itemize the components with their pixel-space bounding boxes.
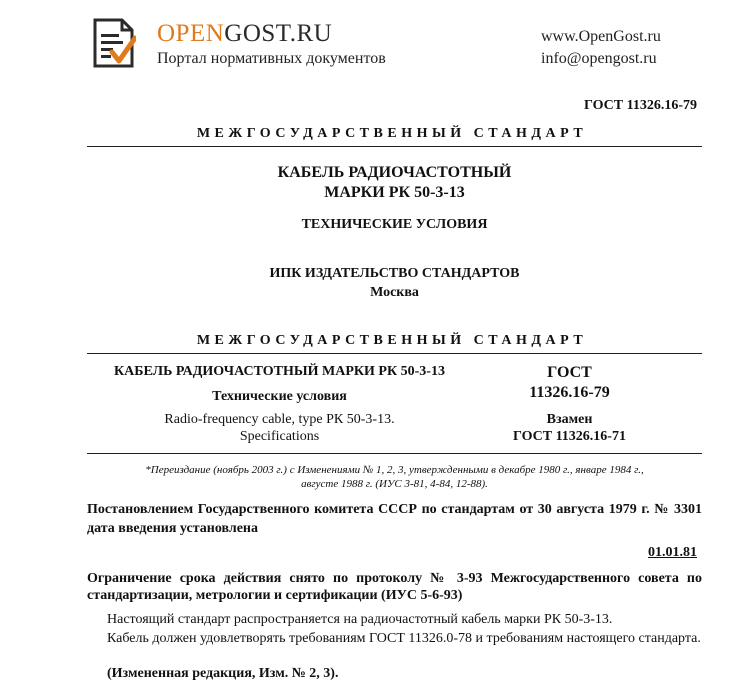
scope-paragraph: Настоящий стандарт распространяется на радиочастотный кабель марки РК 50-3-13. [107, 612, 613, 627]
divider [87, 353, 702, 354]
brand-part-gost: GOST.RU [224, 20, 333, 47]
gost-number: 11326.16-79 [529, 384, 610, 401]
decree-paragraph: Постановлением Государственного комитета СССР по стандартам от 30 августа 1979 г. № 3301 дата введения установлена [87, 502, 702, 536]
replaces-label: Взамен [546, 412, 593, 427]
divider [87, 453, 702, 454]
site-url-link[interactable]: www.OpenGost.ru [541, 28, 661, 45]
gost-code: ГОСТ 11326.16-79 [584, 98, 697, 113]
title-block-left [87, 363, 472, 445]
title-block-name: КАБЕЛЬ РАДИОЧАСТОТНЫЙ МАРКИ РК 50-3-13 [114, 364, 445, 379]
interstate-standard-heading-2: МЕЖГОСУДАРСТВЕННЫЙ СТАНДАРТ [196, 333, 588, 348]
site-tagline: Портал нормативных документов [157, 50, 386, 67]
introduction-date: 01.01.81 [648, 545, 697, 560]
title-block-english-1: Radio-frequency cable, type РК 50-3-13. [164, 412, 395, 427]
publisher-city: Москва [370, 285, 419, 300]
reissue-note-line-2: августе 1988 г. (ИУС 3-81, 4-84, 12-88). [301, 478, 488, 490]
limit-removed-paragraph: Ограничение срока действия снято по протоколу № 3-93 Межгосударственного совета по стандартизации, метрологии и сертификации (ИУС 5-6-93) [87, 571, 702, 603]
reissue-note-line-1: *Переиздание (ноябрь 2003 г.) с Изменениями № 1, 2, 3, утвержденными в декабре 1980 г., январе 1984 г., [145, 464, 644, 476]
document-check-icon [92, 18, 136, 68]
brand-logo-text[interactable] [157, 20, 332, 48]
publisher: ИПК ИЗДАТЕЛЬСТВО СТАНДАРТОВ [269, 266, 520, 281]
requirements-paragraph: Кабель должен удовлетворять требованиям ГОСТ 11326.0-78 и требованиям настоящего стандарта. [107, 631, 701, 646]
amendment-note: (Измененная редакция, Изм. № 2, 3). [107, 666, 339, 681]
brand-part-open: OPEN [157, 20, 225, 47]
gost-label: ГОСТ [547, 364, 592, 381]
doc-title-line-1: КАБЕЛЬ РАДИОЧАСТОТНЫЙ [277, 164, 512, 181]
title-block-english-2: Specifications [239, 429, 320, 444]
site-email-link[interactable]: info@opengost.ru [541, 50, 657, 67]
title-block-right [492, 363, 647, 445]
replaced-standard: ГОСТ 11326.16-71 [513, 429, 626, 444]
divider [87, 146, 702, 147]
doc-title-line-2: МАРКИ РК 50-3-13 [324, 184, 465, 201]
interstate-standard-heading: МЕЖГОСУДАРСТВЕННЫЙ СТАНДАРТ [196, 126, 588, 141]
reissue-note [87, 463, 702, 491]
doc-subtitle: ТЕХНИЧЕСКИЕ УСЛОВИЯ [301, 217, 488, 232]
title-block-subtitle: Технические условия [212, 389, 347, 404]
